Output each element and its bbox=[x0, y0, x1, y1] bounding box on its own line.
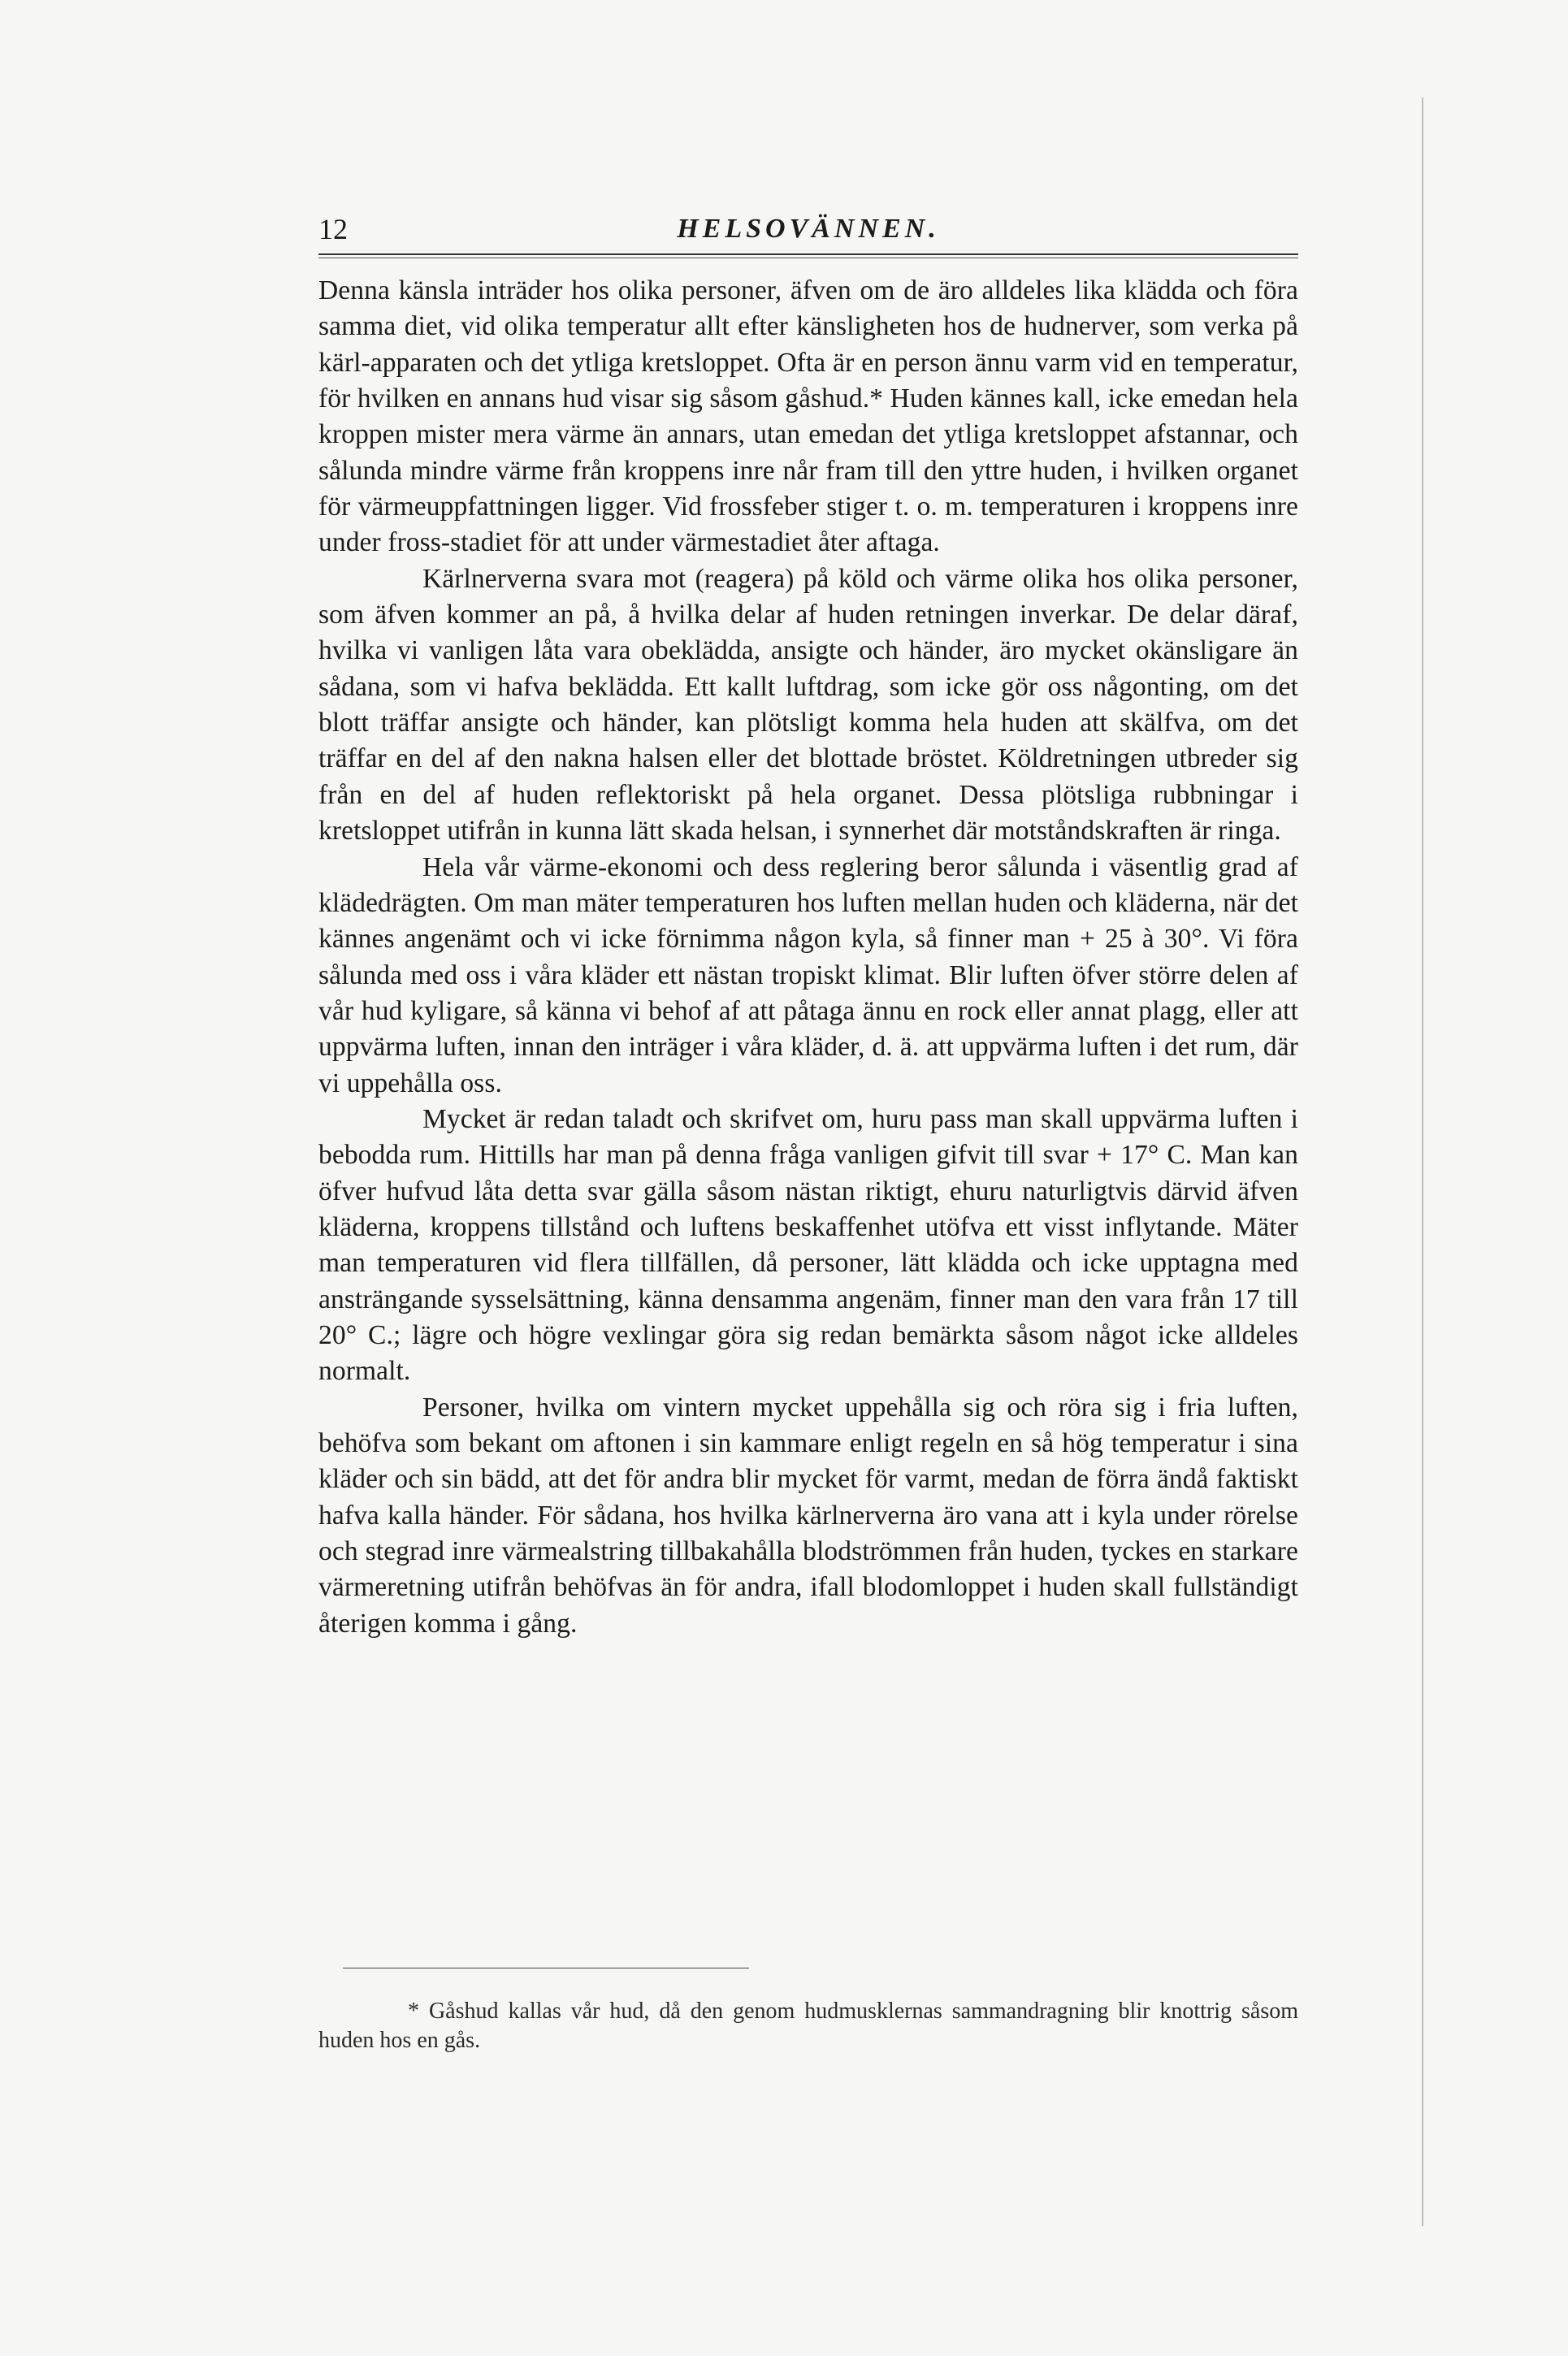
paragraph: Mycket är redan taladt och skrifvet om, huru pass man skall uppvärma luften i bebodda rum. Hittills har man på denna fråga vanligen gifvit till svar + 17° C. Man kan öfver hufvud låta detta svar gälla såsom nästan riktigt, ehuru naturligtvis därvid äfven kläderna, kroppens tillstånd och luftens beskaffenhet utöfva ett visst inflytande. Mäter man temperaturen vid flera tillfällen, då personer, lätt klädda och icke upptagna med ansträngande sysselsättning, känna densamma angenäm, finner man den vara från 17 till 20° C.; lägre och högre vexlingar göra sig redan bemärkta såsom något icke alldeles normalt. bbox=[318, 1103, 1298, 1387]
paragraph: Personer, hvilka om vintern mycket uppehålla sig och röra sig i fria luften, behöfva som bekant om aftonen i sin kammare enligt regeln en så hög temperatur i sina kläder och sin bädd, att det för andra blir mycket för varmt, medan de förra ändå faktiskt hafva kalla händer. För sådana, hos hvilka kärlnerverna äro vana att i kyla under rörelse och stegrad inre värmealstring tillbakahålla blodströmmen från huden, tyckes en starkare värmeretning utifrån behöfvas än för andra, ifall blodomloppet i huden skall fullständigt återigen komma i gång. bbox=[318, 1392, 1298, 1639]
book-page bbox=[318, 0, 1298, 2356]
page-number: 12 bbox=[318, 213, 348, 245]
running-title: HELSOVÄNNEN. bbox=[677, 214, 940, 244]
paragraph: Denna känsla inträder hos olika personer, äfven om de äro alldeles lika klädda och föra samma diet, vid olika temperatur allt efter känsligheten hos de hudnerver, som verka på kärl-apparaten och det ytliga kretsloppet. Ofta är en person ännu varm vid en temperatur, för hvilken en annans hud visar sig såsom gåshud.* Huden kännes kall, icke emedan hela kroppen mister mera värme än annars, utan emedan det ytliga kretsloppet afstannar, och sålunda mindre värme från kroppens inre når fram till den yttre huden, i hvilken organet för värmeuppfattningen ligger. Vid frossfeber stiger t. o. m. temperaturen i kroppens inre under fross-stadiet för att under värmestadiet åter aftaga. bbox=[318, 275, 1298, 558]
page-header bbox=[318, 210, 1298, 249]
body-text bbox=[318, 273, 1298, 1642]
header-rule bbox=[318, 253, 1298, 258]
paragraph: Kärlnerverna svara mot (reagera) på köld och värme olika hos olika personer, som äfven kommer an på, å hvilka delar af huden retningen inverkar. De delar däraf, hvilka vi vanligen låta vara obeklädda, ansigte och händer, äro mycket okänsligare än sådana, som vi hafva beklädda. Ett kallt luftdrag, som icke gör oss någonting, om det blott träffar ansigte och händer, kan plötsligt komma hela huden att skälfva, om det träffar en del af den nakna halsen eller det blottade bröstet. Köldretningen utbreder sig från en del af huden reflektoriskt på hela organet. Dessa plötsliga rubbningar i kretsloppet utifrån in kunna lätt skada helsan, i synnerhet där motståndskraften är ringa. bbox=[318, 563, 1298, 847]
footnote: * Gåshud kallas vår hud, då den genom hudmusklernas sammandragning blir knottrig såsom huden hos en gås. bbox=[318, 1999, 1298, 2053]
scan-margin-line bbox=[1422, 97, 1423, 2226]
paragraph: Hela vår värme-ekonomi och dess reglering beror sålunda i väsentlig grad af klädedrägten. Om man mäter temperaturen hos luften mellan huden och kläderna, när det kännes angenämt och vi icke förnimma någon kyla, så finner man + 25 à 30°. Vi föra sålunda med oss i våra kläder ett nästan tropiskt klimat. Blir luften öfver större delen af vår hud kyligare, så känna vi behof af att påtaga ännu en rock eller annat plagg, eller att uppvärma luften, innan den inträger i våra kläder, d. ä. att uppvärma luften i det rum, där vi uppehålla oss. bbox=[318, 851, 1298, 1098]
